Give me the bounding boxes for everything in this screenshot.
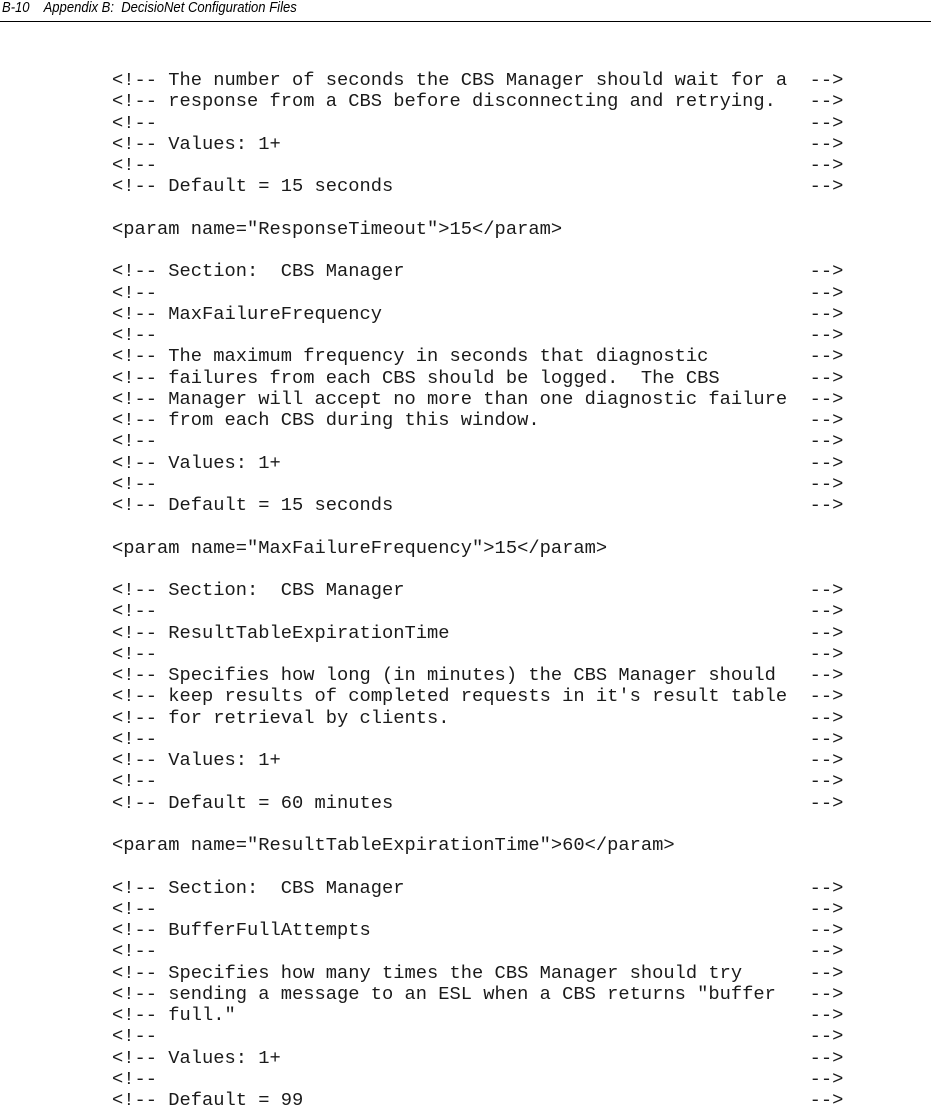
code-line: <!-- -->	[112, 281, 844, 304]
code-line	[112, 856, 843, 877]
code-line: <param name="ResultTableExpirationTime">60</param>	[112, 834, 675, 856]
code-line: <!-- -->	[112, 642, 844, 665]
code-line: <!-- keep results of completed requests in it's result table -->	[112, 685, 844, 708]
page-header	[0, 0, 931, 22]
code-line: <!-- -->	[112, 770, 844, 793]
code-line: <param name="MaxFailureFrequency">15</param>	[112, 536, 608, 559]
code-line: <!-- Values: 1+ -->	[112, 749, 844, 771]
code-line	[112, 559, 843, 580]
code-line: <!-- ResultTableExpirationTime -->	[112, 621, 844, 644]
code-line: <!-- Manager will accept no more than one diagnostic failure -->	[112, 387, 844, 410]
code-line: <!-- sending a message to an ESL when a CBS returns "buffer -->	[112, 982, 844, 1005]
code-line: <!-- Section: CBS Manager -->	[112, 876, 844, 899]
code-line: <!-- The number of seconds the CBS Manager should wait for a -->	[112, 69, 844, 91]
code-line: <!-- -->	[112, 1067, 844, 1090]
header-title: Appendix B: DecisioNet Configuration Files	[43, 0, 297, 16]
code-line: <!-- Default = 15 seconds -->	[112, 494, 844, 516]
code-line: <!-- -->	[112, 154, 844, 176]
code-line: <!-- Section: CBS Manager -->	[112, 579, 844, 601]
code-line: <!-- -->	[112, 727, 844, 750]
page-number: B-10	[2, 0, 30, 16]
code-line: <!-- for retrieval by clients. -->	[112, 706, 844, 729]
code-line: <!-- response from a CBS before disconnecting and retrying. -->	[112, 90, 844, 113]
code-line	[112, 198, 843, 219]
code-line: <!-- -->	[112, 1025, 844, 1048]
code-line: <!-- Default = 99 -->	[112, 1089, 844, 1111]
code-line: <!-- Default = 15 seconds -->	[112, 175, 844, 198]
code-line: <!-- -->	[112, 472, 844, 495]
code-line: <!-- Values: 1+ -->	[112, 132, 844, 155]
code-line: <!-- -->	[112, 897, 844, 920]
config-code-block	[112, 70, 843, 1111]
code-line: <!-- -->	[112, 111, 844, 134]
code-line: <!-- Values: 1+ -->	[112, 1046, 844, 1069]
header-text	[2, 0, 297, 17]
code-line: <!-- -->	[112, 324, 844, 346]
code-line	[112, 814, 843, 835]
code-line: <!-- MaxFailureFrequency -->	[112, 302, 844, 325]
code-line: <!-- Specifies how many times the CBS Manager should try -->	[112, 961, 844, 984]
code-line: <!-- Specifies how long (in minutes) the CBS Manager should -->	[112, 664, 844, 686]
code-line: <!-- The maximum frequency in seconds that diagnostic -->	[112, 345, 844, 368]
code-line: <!-- failures from each CBS should be logged. The CBS -->	[112, 366, 844, 389]
code-line: <!-- Section: CBS Manager -->	[112, 260, 844, 283]
code-line: <!-- -->	[112, 940, 844, 963]
code-line: <!-- -->	[112, 430, 844, 453]
code-line: <!-- full." -->	[112, 1004, 844, 1026]
code-line: <!-- -->	[112, 600, 844, 623]
code-line: <!-- from each CBS during this window. -->	[112, 409, 844, 431]
code-line: <param name="ResponseTimeout">15</param>	[112, 217, 563, 240]
code-line: <!-- Default = 60 minutes -->	[112, 791, 844, 814]
code-line: <!-- Values: 1+ -->	[112, 451, 844, 474]
code-line	[112, 240, 843, 261]
code-line: <!-- BufferFullAttempts -->	[112, 919, 844, 941]
code-line	[112, 516, 843, 537]
